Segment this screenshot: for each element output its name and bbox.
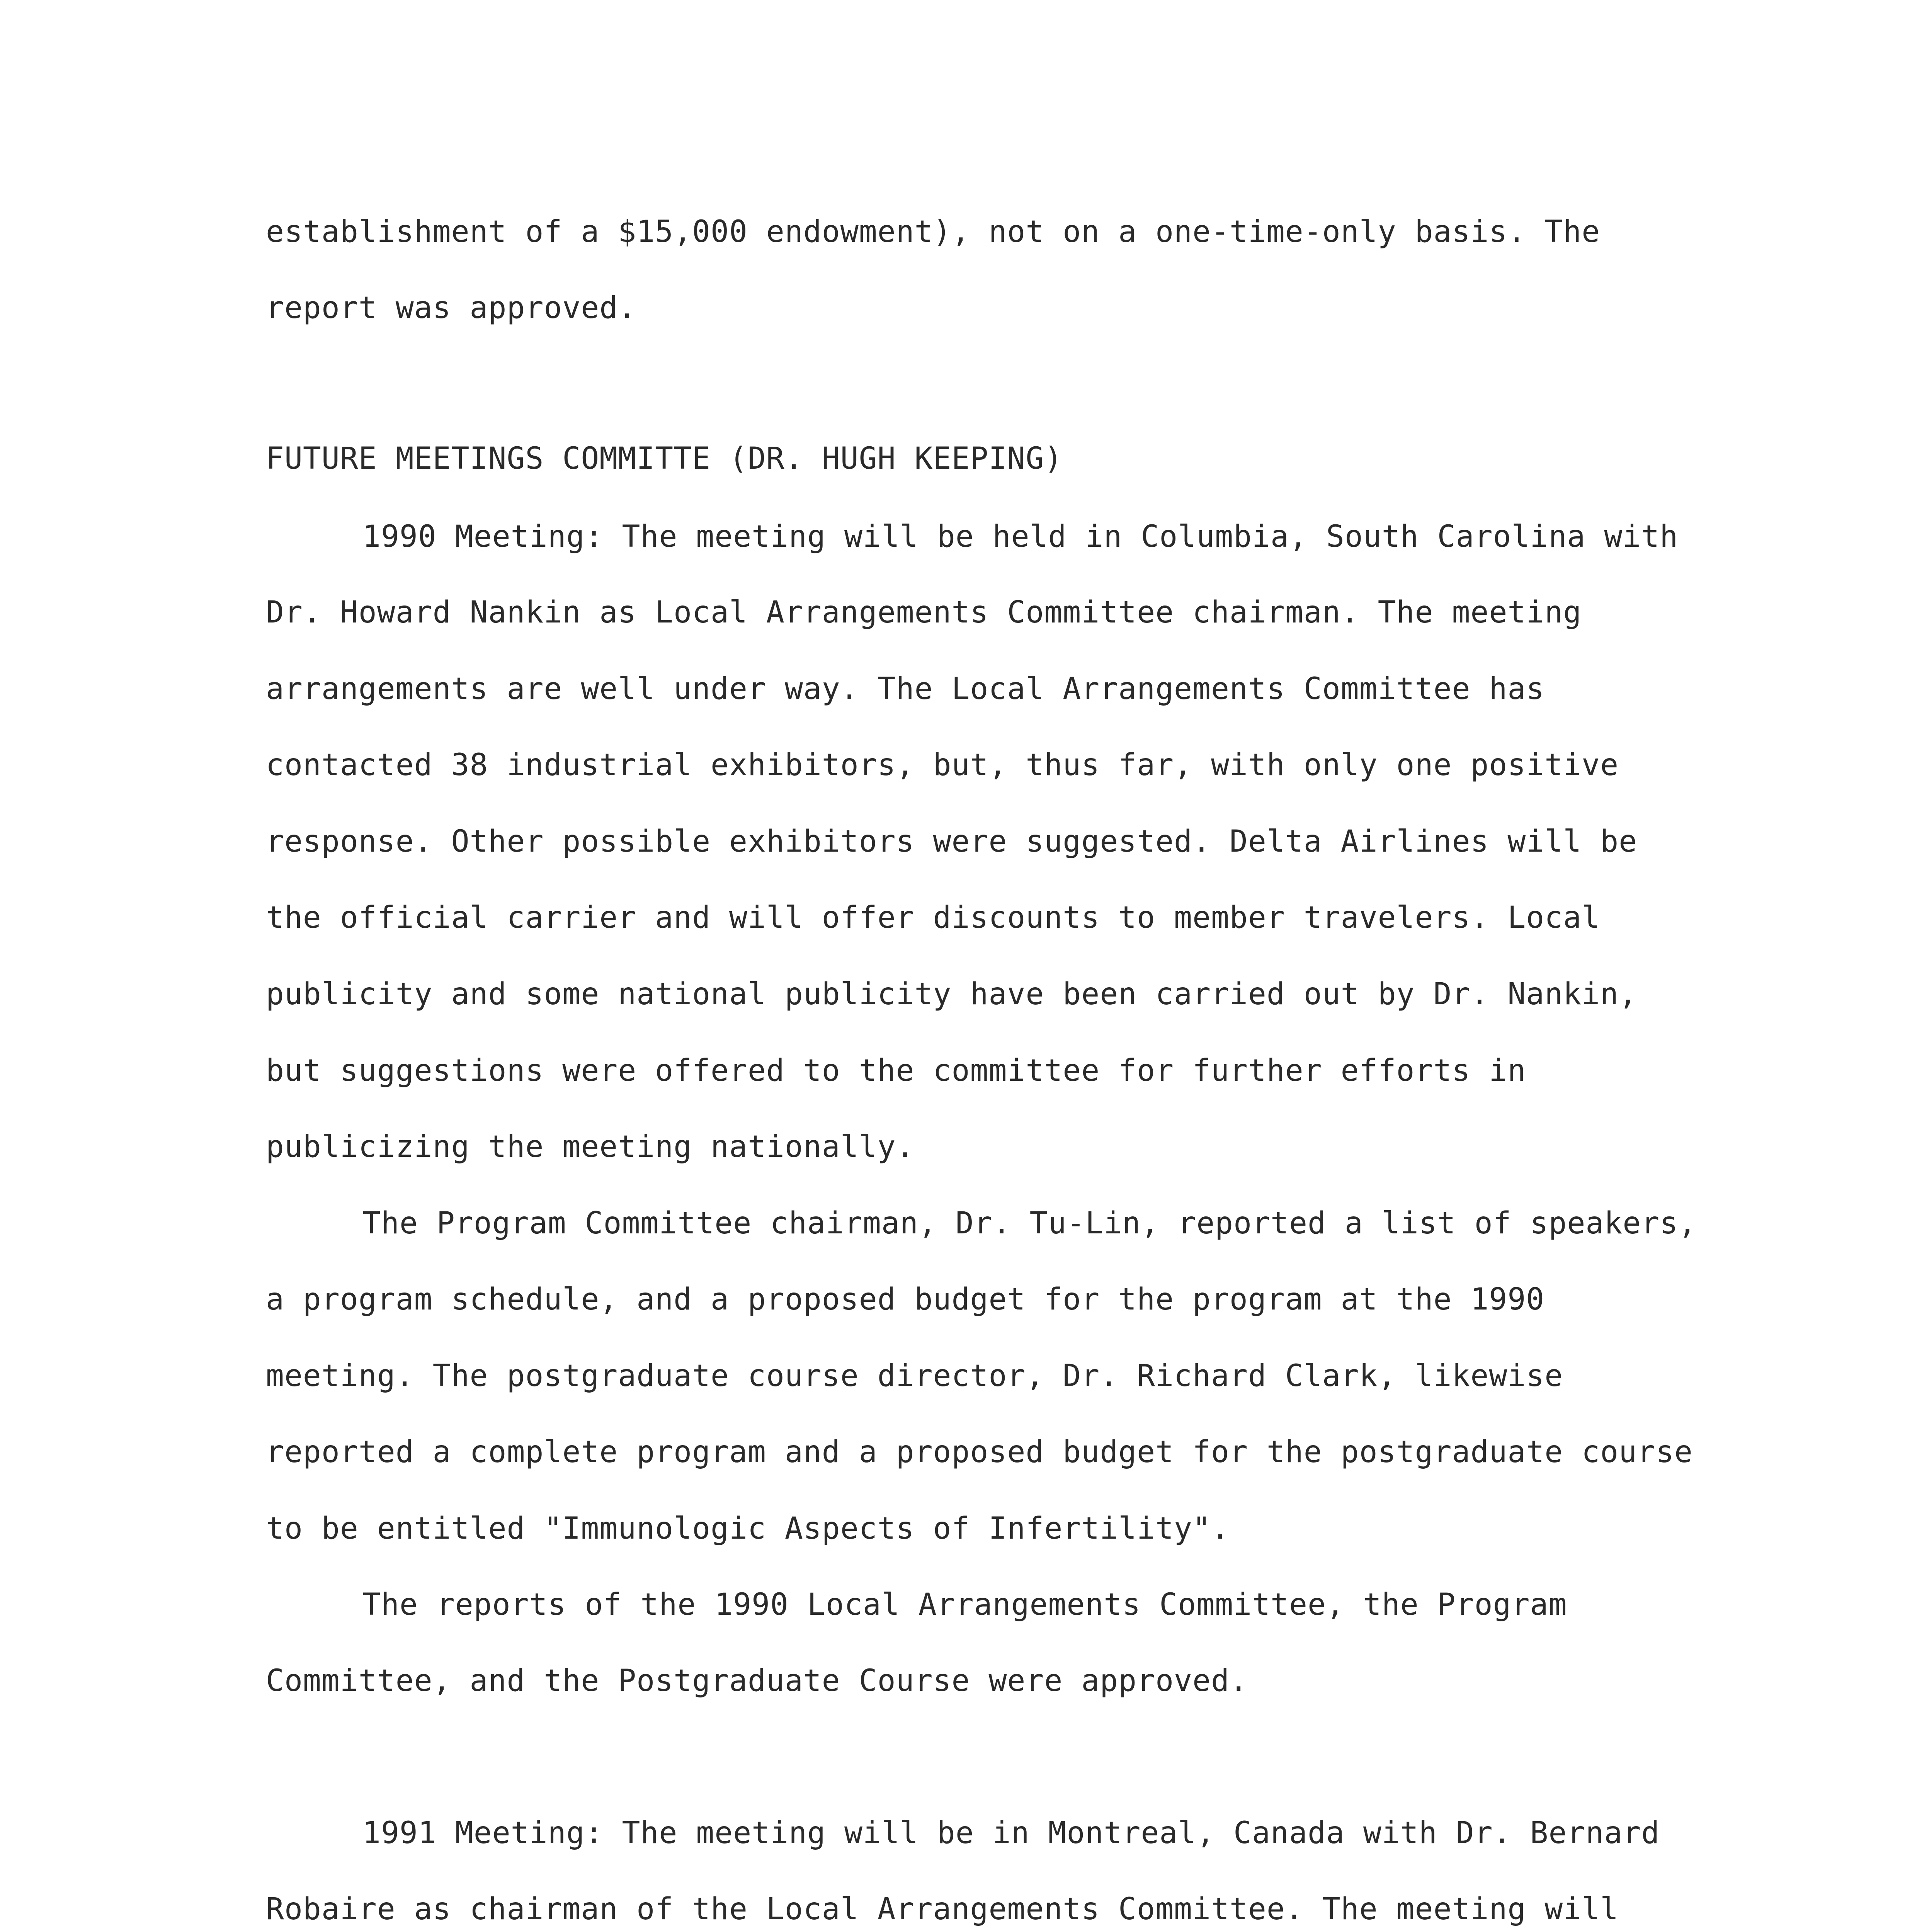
text-line: 1990 Meeting: The meeting will be held in Columbia, South Carolina with bbox=[362, 519, 1679, 554]
text-line: to be entitled "Immunologic Aspects of Infertility". bbox=[266, 1511, 1230, 1546]
text-line: but suggestions were offered to the committee for further efforts in bbox=[266, 1053, 1526, 1088]
text-line: establishment of a $15,000 endowment), not on a one-time-only basis. The bbox=[266, 214, 1601, 249]
section-heading: FUTURE MEETINGS COMMITTE (DR. HUGH KEEPING) bbox=[266, 441, 1063, 476]
text-line: contacted 38 industrial exhibitors, but, thus far, with only one positive bbox=[266, 748, 1619, 782]
text-line: response. Other possible exhibitors were suggested. Delta Airlines will be bbox=[266, 824, 1638, 859]
text-line: Robaire as chairman of the Local Arrangements Committee. The meeting will bbox=[266, 1892, 1619, 1927]
text-line: the official carrier and will offer discounts to member travelers. Local bbox=[266, 900, 1601, 935]
text-line: meeting. The postgraduate course director, Dr. Richard Clark, likewise bbox=[266, 1359, 1563, 1393]
text-line: report was approved. bbox=[266, 291, 637, 325]
text-line: Dr. Howard Nankin as Local Arrangements Committee chairman. The meeting bbox=[266, 595, 1582, 630]
text-line: arrangements are well under way. The Local Arrangements Committee has bbox=[266, 672, 1545, 706]
text-line: a program schedule, and a proposed budget for the program at the 1990 bbox=[266, 1282, 1545, 1317]
text-line: reported a complete program and a proposed budget for the postgraduate course bbox=[266, 1435, 1693, 1469]
text-line: The reports of the 1990 Local Arrangements Committee, the Program bbox=[362, 1587, 1567, 1622]
text-line: publicizing the meeting nationally. bbox=[266, 1129, 915, 1164]
text-line: 1991 Meeting: The meeting will be in Montreal, Canada with Dr. Bernard bbox=[362, 1816, 1660, 1850]
text-line: Committee, and the Postgraduate Course were approved. bbox=[266, 1663, 1248, 1698]
text-line: publicity and some national publicity have been carried out by Dr. Nankin, bbox=[266, 977, 1638, 1012]
text-line: The Program Committee chairman, Dr. Tu-Lin, reported a list of speakers, bbox=[362, 1206, 1697, 1241]
